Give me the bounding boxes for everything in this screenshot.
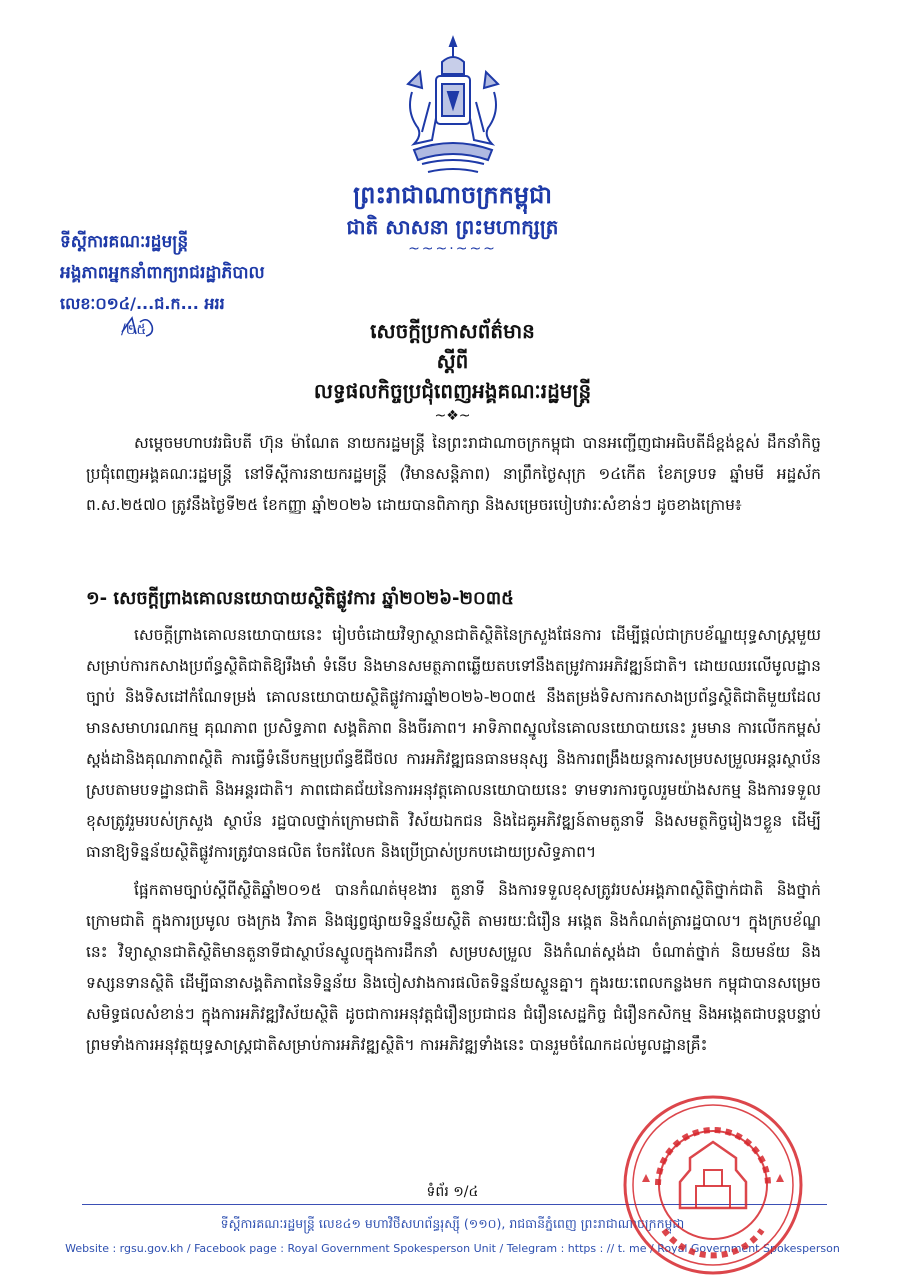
section-paragraph-1: សេចក្តីព្រាងគោលនយោបាយនេះ រៀបចំដោយវិទ្យាស្ថានជាតិស្ថិតិនៃក្រសួងផែនការ ដើម្បីផ្តល់ជាក្របខ័ណ្ឌយុទ្ធសាស្ត្រមួយសម្រាប់ការកសាងប្រព័ន្ធស្ថិតិជាតិឱ្យរឹងមាំ ទំនើប និងមានសមត្ថភាពឆ្លើយតបទៅនឹងតម្រូវការអភិវឌ្ឍន៍ជាតិ។ ដោយឈរលើមូលដ្ឋានច្បាប់ និងទិសដៅកំណែទម្រង់ គោលនយោបាយស្ថិតិផ្លូវការឆ្នាំ២០២៦-២០៣៥ នឹងតម្រង់ទិសការកសាងប្រព័ន្ធស្ថិតិជាតិមួយដែលមានសមាហរណកម្ម គុណភាព ប្រសិទ្ធភាព សង្គតិភាព និងចីរភាព។ អាទិភាពស្នូលនៃគោលនយោបាយនេះ រួមមាន ការលើកកម្ពស់ស្តង់ដានិងគុណភាពស្ថិតិ ការធ្វើទំនើបកម្មប្រព័ន្ធឌីជីថល ការអភិវឌ្ឍធនធានមនុស្ស និងការពង្រឹងយន្តការសម្របសម្រួលអន្តរស្ថាប័នស្របតាមបទដ្ឋានជាតិ និងអន្តរជាតិ។ ភាពជោគជ័យនៃការអនុវត្តគោលនយោបាយនេះ ទាមទារការចូលរួមយ៉ាងសកម្ម និងការទទួលខុសត្រូវរួមរបស់ក្រសួង ស្ថាប័ន រដ្ឋបាលថ្នាក់ក្រោមជាតិ វិស័យឯកជន និងដៃគូអភិវឌ្ឍន៍តាមតួនាទី និងសមត្ថកិច្ចរៀងៗខ្លួន ដើម្បីធានាឱ្យទិន្នន័យស្ថិតិផ្លូវការត្រូវបានផលិត ចែករំលែក និងប្រើប្រាស់ប្រកបដោយប្រសិទ្ធភាព។	[86, 626, 821, 861]
royal-emblem	[392, 32, 514, 182]
kingdom-name: ព្រះរាជាណាចក្រកម្ពុជា	[353, 181, 552, 209]
reference-number: លេខៈ០១៤/...ជ.ក... អររ	[60, 294, 225, 313]
document-title: សេចក្តីប្រកាសព័ត៌មាន	[370, 319, 535, 343]
reference-handwritten-number: /២៥	[121, 322, 147, 338]
title-ornament: ~❖~	[434, 408, 471, 424]
national-motto: ជាតិ សាសនា ព្រះមហាក្សត្រ	[346, 215, 559, 239]
footer-links: Website : rgsu.gov.kh / Facebook page : Royal Government Spokesperson Unit / Telegram : https : // t. me / Royal Government Spokesperson	[65, 1242, 840, 1255]
issuing-unit: អង្គភាពអ្នកនាំពាក្យរាជរដ្ឋាភិបាល	[60, 263, 265, 283]
official-seal	[618, 1090, 808, 1280]
intro-paragraph: សម្តេចមហាបវរធិបតី ហ៊ុន ម៉ាណែត នាយករដ្ឋមន្ត្រី នៃព្រះរាជាណាចក្រកម្ពុជា បានអញ្ជើញជាអធិបតីដ៏ខ្ពង់ខ្ពស់ ដឹកនាំកិច្ចប្រជុំពេញអង្គគណៈរដ្ឋមន្ត្រី នៅទីស្តីការនាយករដ្ឋមន្ត្រី (វិមានសន្តិភាព) នាព្រឹកថ្ងៃសុក្រ ១៤កើត ខែភទ្របទ ឆ្នាំមមី អដ្ឋស័ក ព.ស.២៥៧០ ត្រូវនឹងថ្ងៃទី២៥ ខែកញ្ញា ឆ្នាំ២០២៦ ដោយបានពិភាក្សា និងសម្រេចរបៀបវារៈសំខាន់ៗ ដូចខាងក្រោម៖	[86, 434, 821, 514]
section-heading: ១- សេចក្តីព្រាងគោលនយោបាយស្ថិតិផ្លូវការ ឆ្នាំ២០២៦-២០៣៥	[86, 588, 514, 609]
issuing-office: ទីស្តីការគណៈរដ្ឋមន្ត្រី	[60, 232, 189, 252]
document-title-about: ស្តីពី	[436, 349, 469, 373]
section-paragraph-2: ផ្អែកតាមច្បាប់ស្តីពីស្ថិតិឆ្នាំ២០១៥ បានកំណត់មុខងារ តួនាទី និងការទទួលខុសត្រូវរបស់អង្គភាពស្ថិតិថ្នាក់ជាតិ និងថ្នាក់ក្រោមជាតិ ក្នុងការប្រមូល ចងក្រង វិភាគ និងផ្សព្វផ្សាយទិន្នន័យស្ថិតិ តាមរយៈជំរឿន អង្កេត និងកំណត់ត្រារដ្ឋបាល។ ក្នុងក្របខ័ណ្ឌនេះ វិទ្យាស្ថានជាតិស្ថិតិមានតួនាទីជាស្ថាប័នស្នូលក្នុងការដឹកនាំ សម្របសម្រួល និងកំណត់ស្តង់ដា ចំណាត់ថ្នាក់ និយមន័យ និងទស្សនទានស្ថិតិ ដើម្បីធានាសង្គតិភាពនៃទិន្នន័យ និងចៀសវាងការផលិតទិន្នន័យស្ទួនគ្នា។ ក្នុងរយៈពេលកន្លងមក កម្ពុជាបានសម្រេចសមិទ្ធផលសំខាន់ៗ ក្នុងការអភិវឌ្ឍវិស័យស្ថិតិ ដូចជាការអនុវត្តជំរឿនប្រជាជន ជំរឿនសេដ្ឋកិច្ច ជំរឿនកសិកម្ម និងអង្កេតជាបន្តបន្ទាប់ ព្រមទាំងការអនុវត្តយុទ្ធសាស្ត្រជាតិសម្រាប់ការអភិវឌ្ឍស្ថិតិ។ ការអភិវឌ្ឍទាំងនេះ បានរួមចំណែកដល់មូលដ្ឋានគ្រឹះ	[86, 881, 821, 1054]
header-flourish: ~~~·~~~	[408, 241, 497, 257]
document-subject: លទ្ធផលកិច្ចប្រជុំពេញអង្គគណៈរដ្ឋមន្ត្រី	[313, 379, 592, 403]
page-number: ទំព័រ ១/៤	[426, 1184, 479, 1200]
footer-address: ទីស្តីការគណៈរដ្ឋមន្ត្រី លេខ៤១ មហាវិថីសហព័ន្ធរុស្ស៊ី (១១០), រាជធានីភ្នំពេញ ព្រះរាជាណាចក្រកម្ពុជា	[220, 1216, 685, 1231]
